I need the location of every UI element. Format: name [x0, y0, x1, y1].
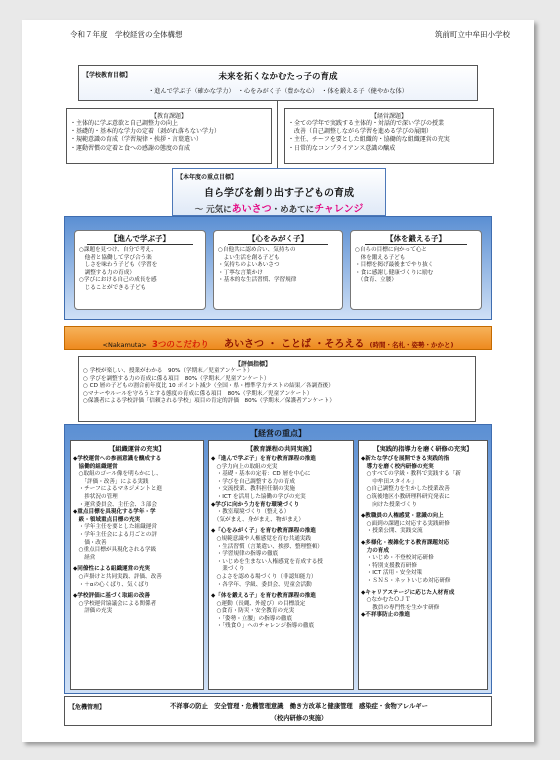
focus-goal-tag: 【本年度の重点目標】 [177, 174, 238, 181]
pillar-heart-item: ・丁寧な言葉かけ [218, 269, 263, 276]
kodawari-sub: (時間・名札・姿勢・かかと) [369, 341, 454, 349]
priority-item: ・ICT 活用・安全対策 [361, 570, 423, 577]
pillar-heart [213, 230, 343, 310]
priority-item: ・生活習慣（言葉遣い、挨拶、整理整頓） [211, 543, 323, 550]
priority-item: ・各学年、学級、委員会、児童会活動 [211, 581, 312, 588]
education-issues-box [66, 108, 272, 164]
priority-item: ○面到の課題に対応する実践研修 [361, 520, 450, 527]
priority-item: ・いじめ・不登校対応研修 [361, 555, 434, 562]
pillar-body-item: ・目標を掲げ最後までやり抜く [355, 262, 434, 269]
priority-item: 力の育成 [361, 547, 389, 554]
priority-col-training [358, 440, 488, 690]
priority-item: ◆不祥事防止の推進 [361, 612, 411, 619]
priority-item: ・学年主任会による月ごとの評 [73, 531, 157, 538]
priority-item: 評価の充実 [73, 608, 113, 615]
priority-item: 導力を磨く校内研修の充実 [361, 463, 434, 470]
pillar-learn-item: ○学びにおける自己の成長を感 [79, 277, 157, 284]
focus-sub-challenge: チャレンジ [314, 204, 364, 215]
priority-item: ○学力向上の取組の充実 [211, 463, 278, 470]
priority-item: 捗状況の管理 [73, 493, 118, 500]
pillar-body-item: 体を鍛える子ども [355, 254, 406, 261]
kodawari-count: 3つのこだわり [151, 340, 209, 350]
priority-item: ・授業公開、実践交流 [361, 528, 423, 535]
priority-item: ○規範意識や人権感覚を育む共通実践 [211, 535, 311, 542]
priority-col-organization [70, 440, 204, 690]
priority-col-title: 【教育課程の共同実施】 [246, 446, 316, 453]
pillar-learn-item: しさを味わう子ども（学習を [79, 262, 158, 269]
priority-item: ・交流授業、教科担任制の実施 [211, 486, 295, 493]
education-goal-sub: ・進んで学ぶ子（確かな学力） ・心をみがく子（豊かな心） ・体を鍛える子（健やかな体） [148, 88, 408, 95]
pillar-heart-item: ○自他共に認め合い、気持ちの [218, 247, 296, 253]
pillar-heart-item: ・基本的な生活習慣、学習規律 [218, 277, 297, 284]
priority-item: ・「残食０」へのチャレンジ指導の徹底 [211, 623, 315, 630]
priority-item: ・運営委員会、主任会、３部会 [73, 501, 157, 508]
indicators-box [78, 356, 476, 422]
school-name: 筑前町立中牟田小学校 [435, 30, 510, 39]
kodawari-bar [64, 326, 492, 350]
priority-item: ○自己調整力を生かした授業改善 [361, 486, 450, 493]
priority-item: 向けた授業づくり [361, 501, 417, 508]
crisis-line2: （校内研修の実施） [270, 715, 328, 722]
pillar-body-item: （食育、立腰） [355, 277, 397, 284]
priority-col-title: 【実践的指導力を磨く研修の充実】 [373, 446, 473, 453]
pillar-learn-item: ○課題を見つけ、自分で考え、 [79, 247, 157, 253]
priority-item: ○重点目標が具現化される学級 [73, 547, 157, 554]
priority-item: ◆「進んで学ぶ子」を育む教育課程の推進 [211, 456, 316, 462]
priority-item: ○よさを認める場づくり（非認知能力） [211, 573, 317, 580]
indicator-item: ○ CD 層の子どもの割合前年度比 10 ポイント減少（全国・県・標準学力テストの結果／各調査後） [83, 383, 334, 390]
priority-item: ◆学校評価に基づく取組の改善 [73, 593, 151, 600]
education-issues-tag: 【教育課題】 [150, 113, 187, 120]
kodawari-line [65, 332, 491, 351]
pillar-learn-item: じることができる子ども [79, 284, 147, 291]
indicator-item: ○ 学びを調整する力の育成に係る項目 80%（学期末／児童アンケート） [83, 375, 270, 382]
priority-item: ・学習規律の指導の徹底 [211, 551, 279, 558]
pillar-body-item: ・食に感謝し健康づくりに励む [355, 269, 434, 276]
priority-item: ・特別支援教育研修 [361, 562, 417, 569]
kodawari-prefix: <Nakamuta> [102, 341, 147, 349]
priority-item: ・「姿勢・立腰」の指導の徹底 [211, 615, 293, 622]
priority-item: ・学年主任を要とした組織運営 [73, 524, 157, 531]
pillar-heart-item: よい生活を創る子ども [218, 254, 280, 261]
education-goal-tag: 【学校教育目標】 [83, 72, 132, 79]
priority-item: ○すべての学級・教科で実践する「新 [361, 471, 461, 478]
priority-item: ・チーフによるマネジメントと進 [73, 486, 163, 493]
priority-col-items [359, 456, 487, 620]
priority-item: ○学校運営協議会による関係者 [73, 600, 157, 607]
priority-item: ◆多様化・複雑化する教育課題対応 [361, 539, 450, 546]
crisis-tag: 【危機管理】 [69, 704, 106, 711]
priority-col-title: 【組織運営の充実】 [109, 446, 165, 453]
priority-item: 中牟田スタイル」 [361, 478, 417, 485]
priority-item: ・いじめを生まない人権感覚を育成する授 [211, 558, 323, 565]
priority-item: ・＋αの心くばり、気くばり [73, 581, 150, 588]
pillar-learn-item: 調整する力の育成） [79, 269, 135, 276]
education-issue-item: ・基礎的・基本的な学力の定着（剥がれ落ちない学力） [70, 128, 221, 136]
header-title: 令和７年度 学校経営の全体構想 [70, 30, 183, 39]
management-issue-item: 改善（自己調整しながら学習を進める学びの展開） [288, 128, 433, 136]
focus-goal-title: 自ら学びを創り出す子どもの育成 [204, 188, 354, 199]
pillar-learn-title: 【進んで学ぶ子】 [87, 233, 193, 245]
pillar-body-item: ○自らの目標に向かって心と [355, 247, 428, 253]
kodawari-main: あいさつ ・ ことば ・そろえる [223, 339, 365, 350]
priority-item: ○食育・防災・安全教育の充実 [211, 608, 295, 615]
priority-item: 教員の専門性を生かす研修 [361, 604, 440, 611]
pillar-heart-item: ・気持ちのよいあいさつ [218, 262, 280, 269]
education-goal-title: 未来を拓くなかむたっ子の育成 [218, 72, 338, 82]
indicator-item: ○マナーやルールを守ろうとする態度の育成に係る項目 80%（学期末／児童アンケート） [83, 390, 313, 397]
priority-item: ○筑後地区小教研理科研究発表に [361, 493, 450, 500]
priority-item: 価・改善 [73, 539, 107, 546]
priority-item: ○運動（長縄、外遊び）の目標設定 [211, 600, 306, 607]
crisis-box [64, 696, 492, 726]
focus-sub-greeting: あいさつ [231, 204, 272, 215]
indicator-item: ○ 学校が楽しい、授業がわかる 90%（学期末／児童アンケート） [83, 368, 253, 374]
priority-item: 「評価・改善」による実践 [73, 478, 149, 485]
education-issue-item: ・主体的に学ぶ意欲と自己調整力の向上 [70, 120, 179, 127]
priority-item: ◆キャリアステージに応じた人材育成 [361, 589, 455, 596]
priority-item: ◆同僚性による組織運営の充実 [73, 566, 151, 573]
focus-sub-mid: ・めあてに [271, 205, 315, 215]
priority-item: ○取組のゴール像を明らかにし、 [73, 471, 162, 478]
pillar-body-title: 【体を鍛える子】 [365, 233, 467, 245]
priority-item: ◆新たな学びを展開できる実践的指 [361, 456, 450, 462]
page [22, 20, 534, 742]
priority-col-curriculum [208, 440, 354, 690]
education-issue-item: ・規範意識の育成（学習規律・挨拶・言葉遣い） [70, 136, 203, 144]
focus-sub-pre: ～ 元気に [194, 205, 232, 215]
priority-item: ○声掛けと共同実践、評価、改善 [73, 573, 162, 580]
priority-item: 経営 [73, 554, 96, 561]
crisis-line1: 不祥事の防止 安全管理・危機管理意識 働き方改革と健康管理 感染症・食物アレルギー [170, 703, 428, 710]
management-issue-item: ・日常的なコンプライアンス意識の醸成 [288, 144, 396, 152]
management-issue-item: ・全ての学年で実践する主体的・対話的で深い学びの授業 [288, 120, 445, 127]
priority-item: ◆学びに向かう力を育む環境づくり [211, 501, 300, 508]
management-issues-box [284, 108, 494, 164]
priority-item: （気がまえ、身がまえ、物がまえ） [211, 516, 304, 523]
pillar-body [350, 230, 482, 310]
priority-item: ○なかむたＯＪＴ [361, 597, 411, 604]
priority-col-items [209, 456, 353, 631]
education-goal-box [78, 65, 478, 101]
priorities-title: 【経営の重点】 [250, 429, 306, 438]
priority-item: 級・領域重点目標の充実 [73, 516, 141, 523]
pillar-learn [74, 230, 206, 310]
priority-item: ・ＳＮＳ・ネットいじめ対応研修 [361, 577, 451, 584]
priority-item: ・教室環境づくり（整える） [211, 509, 290, 516]
priority-item: ◆教職員の人権感覚・意識の向上 [361, 513, 444, 520]
priority-item: ◆「心をみがく子」を育む教育課程の推進 [211, 528, 316, 535]
priority-item: ・学びを自己調整する力の育成 [211, 478, 295, 485]
focus-goal-sub [173, 200, 385, 215]
priority-item: ◆「体を鍛える子」を育む教育課程の推進 [211, 593, 316, 600]
priority-item: 協働的組織運営 [73, 463, 118, 470]
priority-item: ・ICT を活用した協働の学びの充実 [211, 493, 306, 500]
priority-item: ◆重点目標を具現化する学年・学 [73, 509, 156, 516]
priority-col-items [71, 456, 203, 616]
priority-item: ◆学校運営への参画意識を醸成する [73, 456, 162, 462]
education-issue-item: ・運動習慣の定着と食への感謝の態度の育成 [70, 144, 191, 152]
focus-goal-box [172, 168, 386, 216]
pillar-heart-title: 【心をみがく子】 [228, 233, 328, 245]
indicator-item: ○保護者による学校評価「信頼される学校」項目の肯定的評価 80%（学期末／保護者アンケート） [83, 398, 335, 405]
priority-item: ・基礎・基本の定着：CD 層を中心に [211, 471, 311, 478]
indicators-tag: 【評価指標】 [235, 361, 272, 368]
pillar-learn-item: 他者と協働して学び合う楽 [79, 254, 152, 261]
priority-item: 業づくり [211, 566, 245, 573]
management-issue-item: ・主任、チーフを要とした組織的・協働的な組織運営の充実 [288, 136, 450, 144]
management-issues-tag: 【経営課題】 [370, 113, 407, 120]
